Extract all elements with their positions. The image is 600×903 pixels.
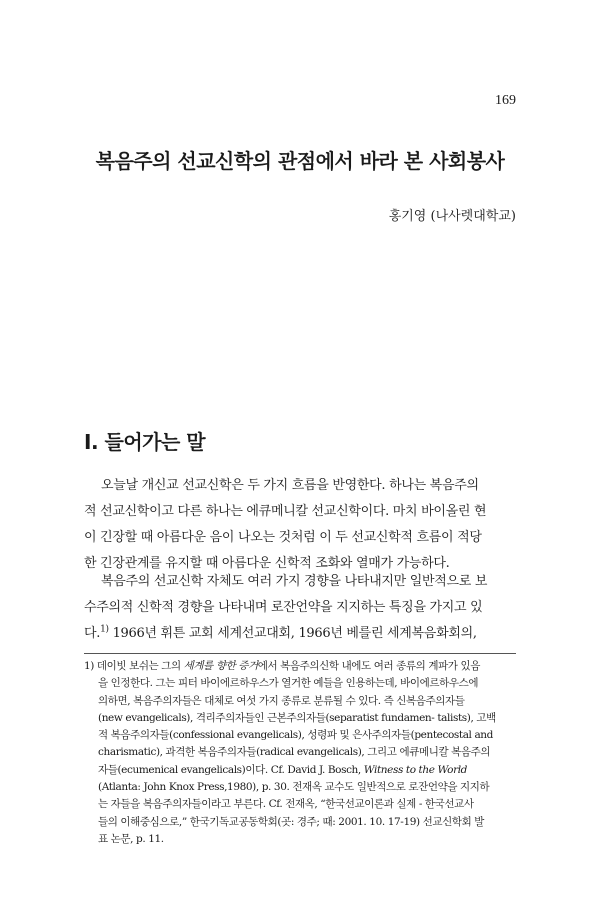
paragraph-line: 수주의적 신학적 경향을 나타내며 로잔언약을 지지하는 특징을 가지고 있 (84, 600, 483, 615)
paragraph-line: 복음주의 선교신학 자체도 여러 가지 경향을 나타내지만 일반적으로 보 (101, 574, 488, 589)
paragraph-line: 적 선교신학이고 다른 하나는 에큐메니칼 선교신학이다. 마치 바이올린 현 (84, 504, 487, 519)
paragraph-text: 다. (84, 626, 101, 641)
author-affiliation: 홍기영 (나사렛대학교) (388, 209, 516, 224)
footnote-line (84, 762, 516, 779)
footnote-book-title: 세계를 향한 증거 (183, 660, 258, 672)
article-title: 복음주의 선교신학의 관점에서 바라 본 사회봉사 (95, 149, 505, 173)
footnote-line: (new evangelicals), 격리주의자들인 근본주의자들(separatist fundamen- talists), 고백 (98, 711, 496, 724)
footnote-line (84, 658, 516, 675)
paragraph-line: 이 긴장할 때 아름다운 음이 나오는 것처럼 이 두 선교신학적 흐름이 적당 (84, 530, 482, 545)
footnote-text: 1) 데이빗 보쉬는 그의 (84, 660, 184, 672)
footnote-line: (Atlanta: John Knox Press,1980), p. 30. 전재옥 교수도 일반적으로 로잔언약을 지지하 (98, 781, 490, 794)
paragraph-2 (84, 569, 516, 647)
footnote-1 (84, 658, 516, 848)
footnote-text: 자들(ecumenical evangelicals)이다. Cf. David J. Bosch, (98, 763, 364, 776)
footnote-line: 적 복음주의자들(confessional evangelicals), 성령파 및 은사주의자들(pentecostal and (98, 729, 493, 742)
paragraph-line: 한 긴장관계를 유지할 때 아름다운 신학적 조화와 열매가 가능하다. (84, 556, 450, 571)
footnote-line: 표 논문, p. 11. (98, 832, 164, 845)
footnote-book-title: Witness to the World (363, 763, 467, 776)
footnote-line: 을 인정한다. 그는 피터 바이에르하우스가 열거한 예들을 인용하는데, 바이에르하우스에 (98, 677, 479, 690)
footnote-text: 에서 복음주의신학 내에도 여러 종류의 계파가 있음 (257, 660, 480, 672)
section-heading: I. 들어가는 말 (84, 430, 206, 454)
paragraph-line (84, 621, 516, 647)
footnote-line: charismatic), 과격한 복음주의자들(radical evangelicals), 그리고 에큐메니칼 복음주의 (98, 746, 491, 759)
page-number: 169 (495, 93, 516, 108)
paragraph-line: 오늘날 개신교 선교신학은 두 가지 흐름을 반영한다. 하나는 복음주의 (101, 478, 479, 493)
footnote-line: 는 자들을 복음주의자들이라고 부른다. Cf. 전재옥, “한국선교이론과 실제 - 한국선교사 (98, 798, 474, 811)
footnote-reference[interactable]: 1) (100, 624, 109, 635)
footnote-divider (84, 653, 516, 654)
paragraph-text: 1966년 휘튼 교회 세계선교대회, 1966년 베를린 세계복음화회의, (108, 626, 477, 641)
footnote-line: 들의 이해중심으로,” 한국기독교공동학회(곳: 경주; 때: 2001. 10. 17-19) 선교신학회 발 (98, 815, 485, 828)
footnote-line: 의하면, 복음주의자들은 대체로 여섯 가지 종류로 분류될 수 있다. 즉 신복음주의자들 (98, 694, 465, 707)
paragraph-1 (84, 473, 516, 577)
